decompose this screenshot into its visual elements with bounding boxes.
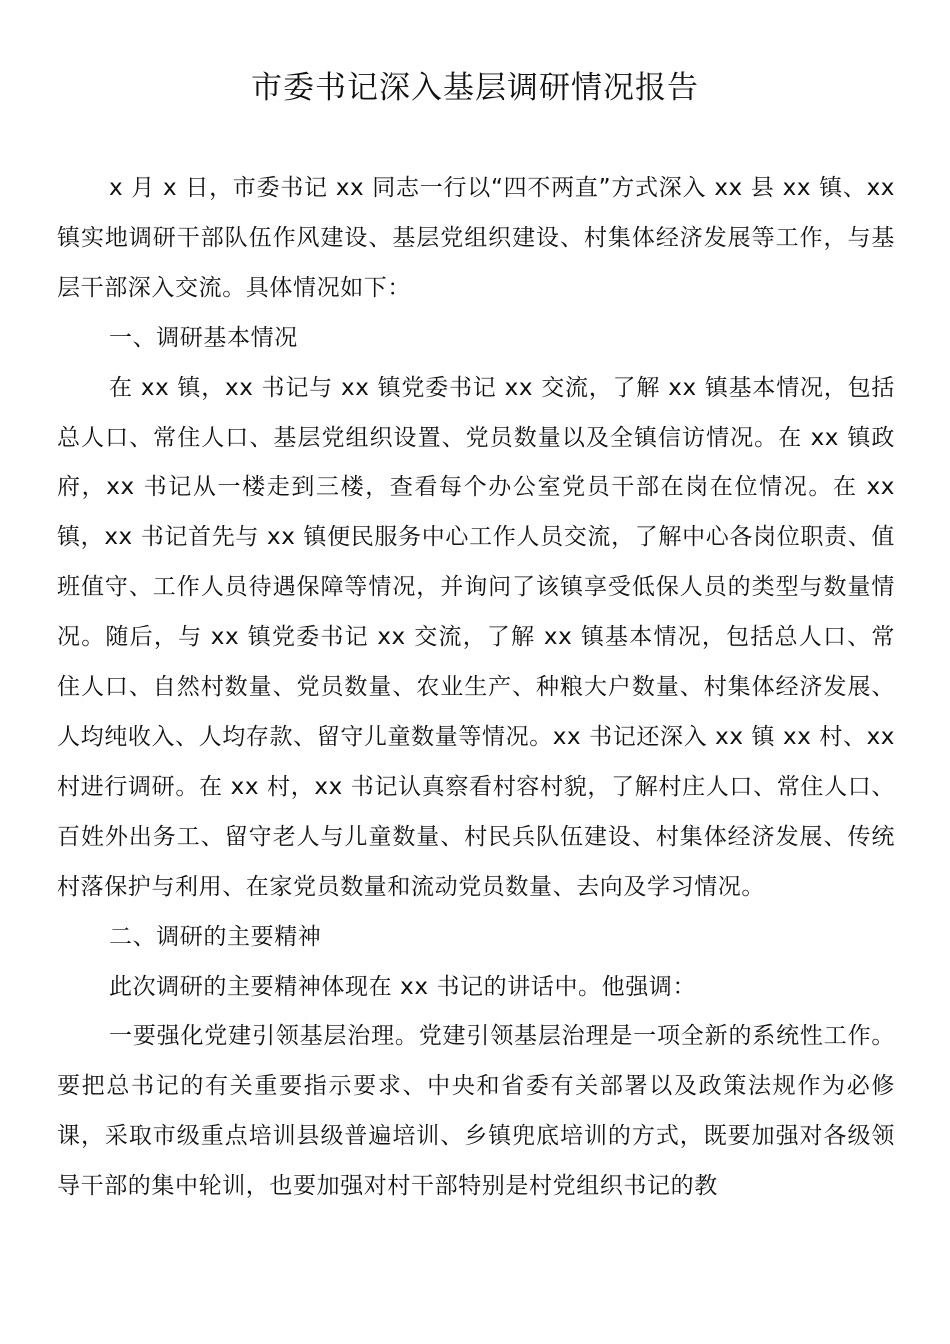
section-heading-1: 一、调研基本情况 (109, 324, 298, 351)
section-heading-2: 二、调研的主要精神 (109, 923, 322, 950)
paragraph-main-spirit: 此次调研的主要精神体现在 xx 书记的讲话中。他强调： (109, 973, 697, 1000)
document-title: 市委书记深入基层调研情况报告 (251, 70, 699, 106)
paragraph-basic-situation: 在 xx 镇，xx 书记与 xx 镇党委书记 xx 交流，了解 xx 镇基本情况，包括总人口、常住人口、基层党组织设置、党员数量以及全镇信访情况。在 xx 镇政府，xx 书记从一楼走到三楼，查看每个办公室党员干部在岗在位情况。在 xx 镇，xx 书记首先与 xx 镇便民服务中心工作人员交流，了解中心各岗位职责、值班值守、工作人员待遇保障等情况，并询问了该镇享受低保人员的类型与数量情况。随后，与 xx 镇党委书记 xx 交流，了解 xx 镇基本情况，包括总人口、常住人口、自然村数量、党员数量、农业生产、种粮大户数量、村集体经济发展、人均纯收入、人均存款、留守儿童数量等情况。xx 书记还深入 xx 镇 xx 村、xx 村进行调研。在 xx 村，xx 书记认真察看村容村貌，了解村庄人口、常住人口、百姓外出务工、留守老人与儿童数量、村民兵队伍建设、村集体经济发展、传统村落保护与利用、在家党员数量和流动党员数量、去向及学习情况。 (57, 374, 895, 900)
paragraph-party-building: 一要强化党建引领基层治理。党建引领基层治理是一项全新的系统性工作。要把总书记的有关重要指示要求、中央和省委有关部署以及政策法规作为必修课，采取市级重点培训县级普遍培训、乡镇兜底培训的方式，既要加强对各级领导干部的集中轮训，也要加强对村干部特别是村党组织书记的教 (57, 1023, 895, 1200)
document-body (57, 164, 895, 1212)
paragraph-intro: x 月 x 日，市委书记 xx 同志一行以“四不两直”方式深入 xx 县 xx 镇、xx 镇实地调研干部队伍作风建设、基层党组织建设、村集体经济发展等工作，与基层干部深入交流。具体情况如下： (57, 175, 895, 301)
